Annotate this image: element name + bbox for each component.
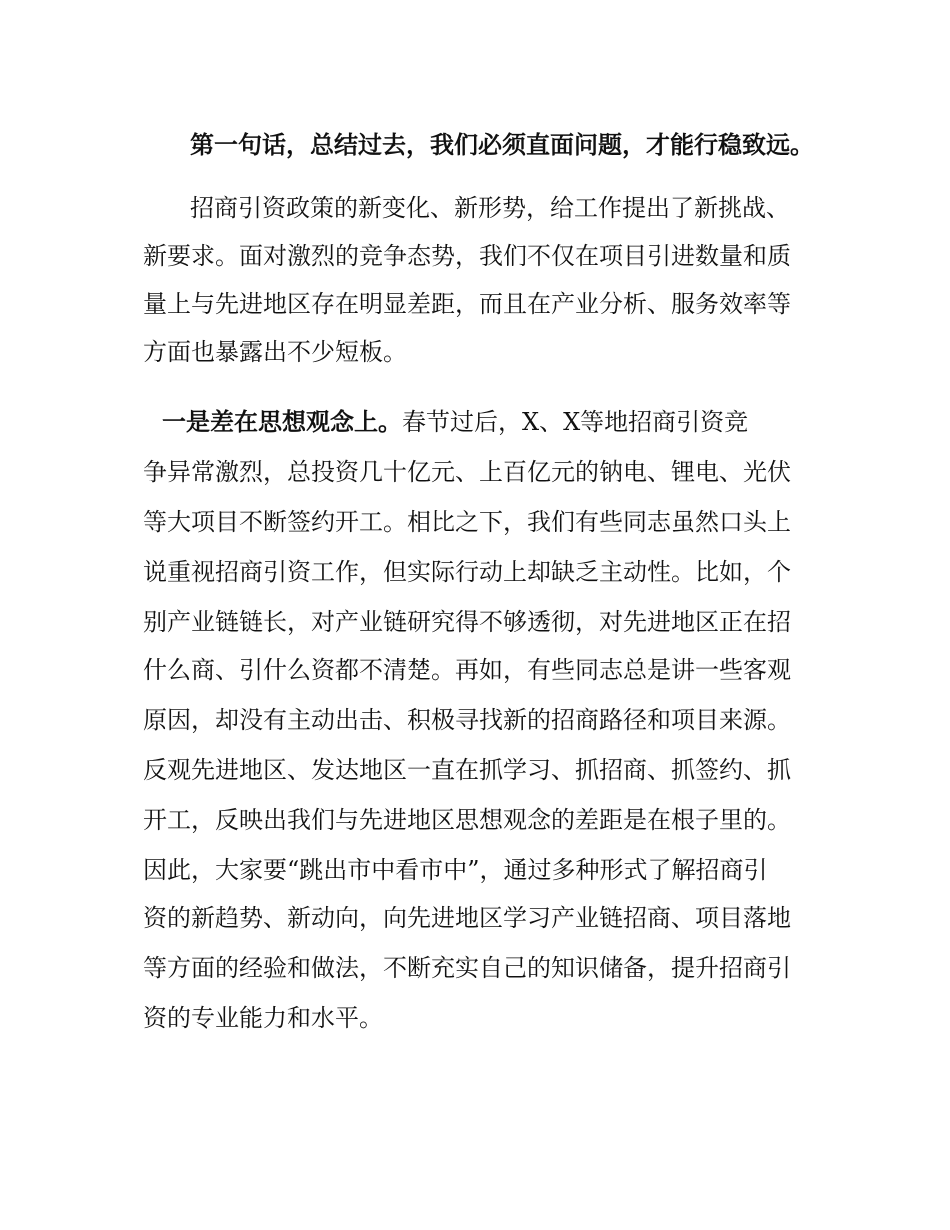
paragraph-line: 新要求。面对激烈的竞争态势，我们不仅在项目引进数量和质 [143, 242, 791, 270]
paragraph-line: 什么商、引什么资都不清楚。再如，有些同志总是讲一些客观 [143, 656, 791, 684]
paragraph-line: 等大项目不断签约开工。相比之下，我们有些同志虽然口头上 [143, 508, 791, 536]
paragraph-line: 反观先进地区、发达地区一直在抓学习、抓招商、抓签约、抓 [143, 756, 791, 784]
paragraph-line: 等方面的经验和做法，不断充实自己的知识储备，提升招商引 [143, 954, 791, 982]
paragraph-line: 说重视招商引资工作，但实际行动上却缺乏主动性。比如，个 [143, 558, 791, 586]
paragraph-line: 原因，却没有主动出击、积极寻找新的招商路径和项目来源。 [143, 706, 791, 734]
paragraph-line: 方面也暴露出不少短板。 [143, 338, 407, 366]
paragraph-first-line [162, 402, 748, 442]
paragraph-line: 别产业链链长，对产业链研究得不够透彻，对先进地区正在招 [143, 608, 791, 636]
paragraph-line: 因此，大家要“跳出市中看市中”，通过多种形式了解招商引 [143, 856, 768, 884]
paragraph-lead: 一是差在思想观念上。 [162, 408, 402, 436]
paragraph-line: 资的专业能力和水平。 [143, 1004, 383, 1032]
section-heading: 第一句话，总结过去，我们必须直面问题，才能行稳致远。 [190, 131, 814, 159]
paragraph-line: 招商引资政策的新变化、新形势，给工作提出了新挑战、 [190, 194, 790, 222]
paragraph-first-rest: 春节过后，X、X等地招商引资竞 [402, 408, 749, 436]
paragraph-line: 资的新趋势、新动向，向先进地区学习产业链招商、项目落地 [143, 904, 791, 932]
paragraph-line: 争异常激烈，总投资几十亿元、上百亿元的钠电、锂电、光伏 [143, 458, 791, 486]
paragraph-line: 量上与先进地区存在明显差距，而且在产业分析、服务效率等 [143, 290, 791, 318]
paragraph-line: 开工，反映出我们与先进地区思想观念的差距是在根子里的。 [143, 806, 791, 834]
